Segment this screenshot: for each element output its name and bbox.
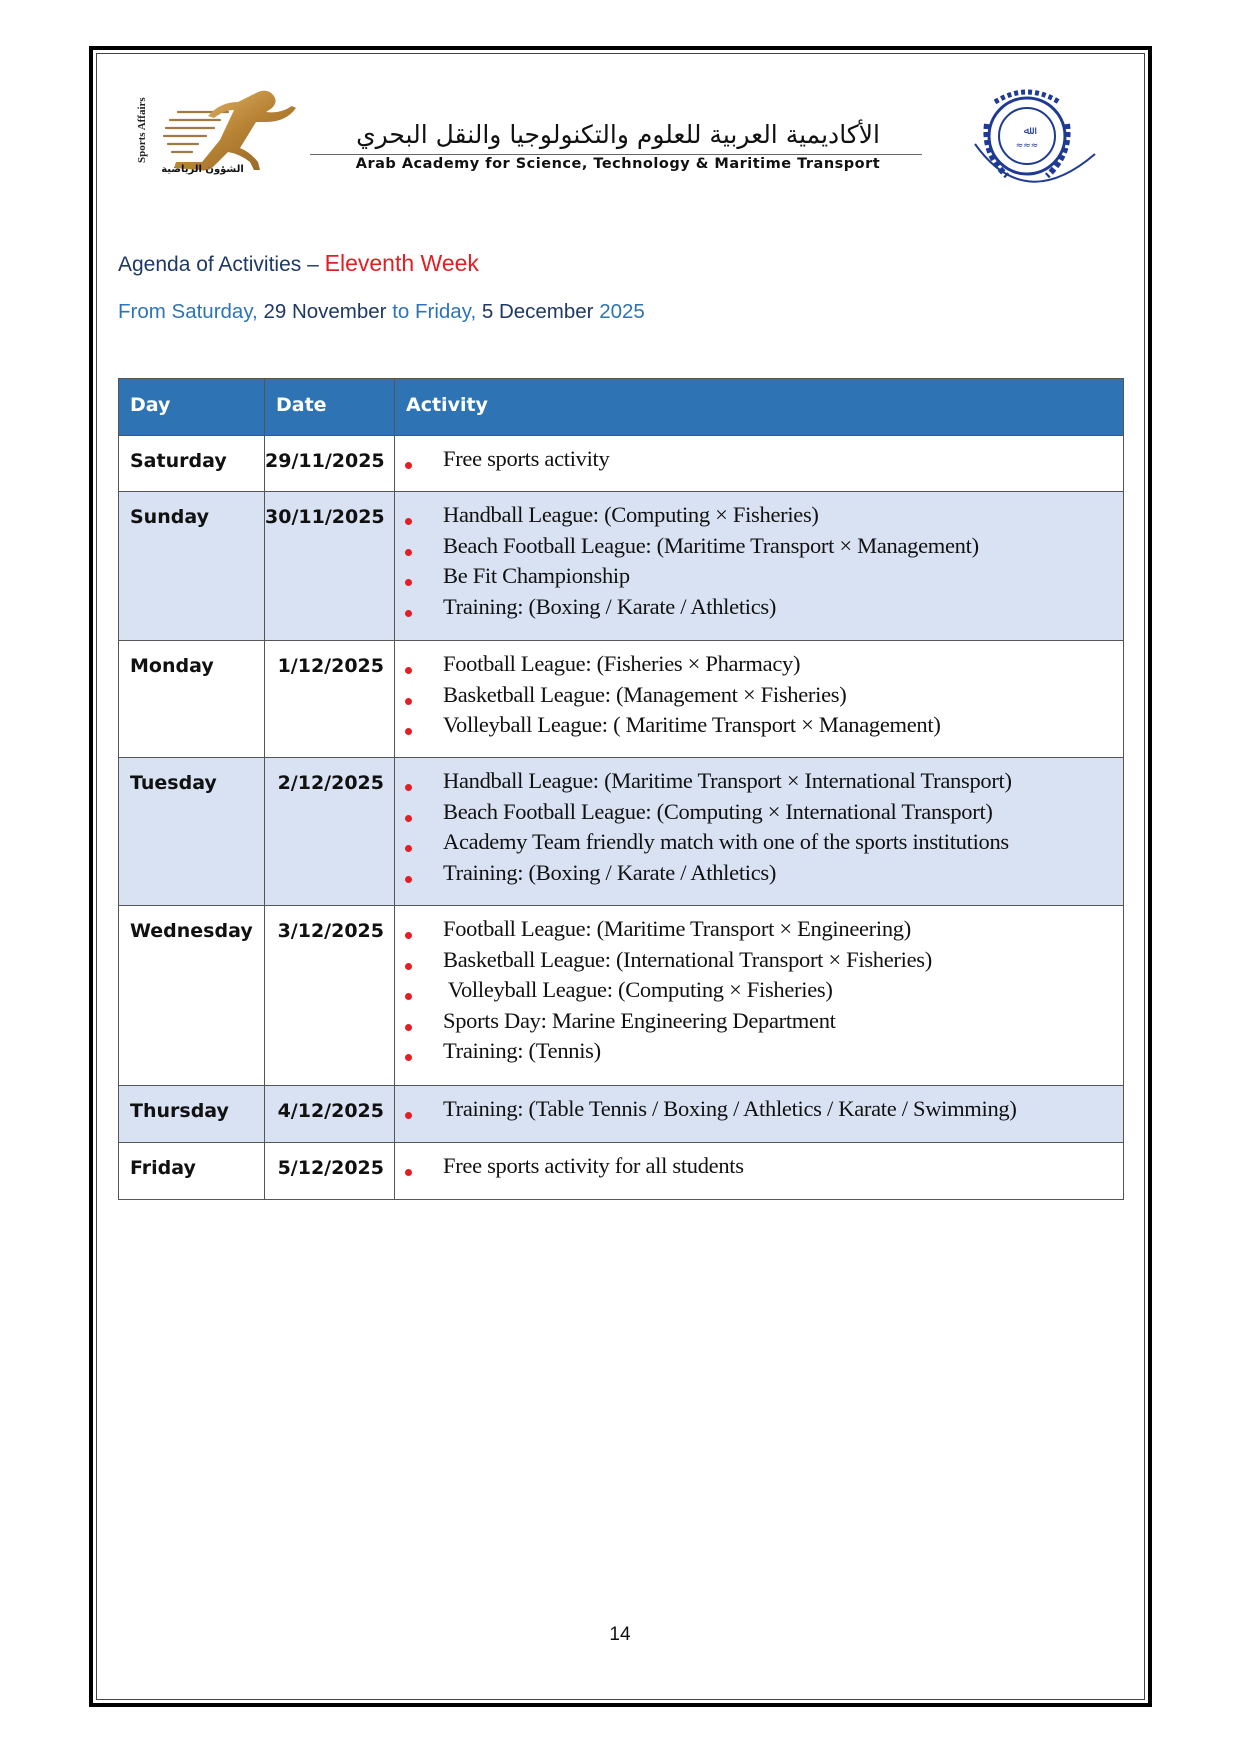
list-item: Volleyball League: ( Maritime Transport × Management) [395, 716, 1123, 747]
activity-cell [395, 1143, 1124, 1200]
day-cell: Sunday [119, 492, 265, 641]
list-item: Training: (Boxing / Karate / Athletics) [395, 598, 1123, 629]
sports-affairs-label: Sports Affairs [136, 97, 148, 163]
subtitle-to: to Friday, [386, 300, 482, 323]
bullet-icon [405, 1112, 412, 1119]
day-cell: Tuesday [119, 758, 265, 906]
list-item: Handball League: (Maritime Transport × International Transport) [395, 772, 1123, 803]
list-item: Football League: (Maritime Transport × Engineering) [395, 920, 1123, 951]
date-cell: 3/12/2025 [265, 906, 395, 1086]
date-cell: 2/12/2025 [265, 758, 395, 906]
table-row [119, 1143, 1124, 1200]
svg-text:ﷲ: ﷲ [1023, 124, 1031, 137]
activity-cell [395, 1086, 1124, 1143]
list-item: Beach Football League: (Maritime Transport × Management) [395, 537, 1123, 568]
sports-affairs-arabic: الشؤون الرياضية [161, 164, 244, 175]
subtitle-year: 2025 [593, 300, 645, 323]
subtitle-end-date: 5 December [481, 300, 594, 323]
bullet-icon [405, 993, 412, 1000]
title-week: Eleventh Week [324, 250, 479, 276]
date-range-subtitle [118, 300, 645, 324]
column-header-activity: Activity [395, 379, 1124, 436]
table-row [119, 1086, 1124, 1143]
academy-arabic-name: الأكاديمية العربية للعلوم والتكنولوجيا والنقل البحري [356, 120, 880, 149]
list-item: Football League: (Fisheries × Pharmacy) [395, 655, 1123, 686]
list-item: Beach Football League: (Computing × International Transport) [395, 803, 1123, 834]
column-header-date: Date [265, 379, 395, 436]
list-item: Training: (Tennis) [395, 1042, 1123, 1073]
subtitle-from: From Saturday, [118, 300, 264, 323]
bullet-icon [405, 815, 412, 822]
academy-divider [310, 154, 922, 155]
table-row [119, 758, 1124, 906]
activity-cell [395, 641, 1124, 758]
list-item: Volleyball League: (Computing × Fisheries) [395, 981, 1123, 1012]
title-prefix: Agenda of Activities – [118, 253, 325, 276]
bullet-icon [405, 667, 412, 674]
date-cell: 29/11/2025 [265, 436, 395, 492]
bullet-icon [405, 784, 412, 791]
day-cell: Wednesday [119, 906, 265, 1086]
list-item: Basketball League: (Management × Fisheries) [395, 686, 1123, 717]
list-item: Be Fit Championship [395, 567, 1123, 598]
svg-text:≈≈≈: ≈≈≈ [1015, 141, 1039, 151]
table-row [119, 492, 1124, 641]
table-row [119, 641, 1124, 758]
activity-cell [395, 436, 1124, 492]
list-item: Free sports activity for all students [395, 1157, 1123, 1188]
day-cell: Friday [119, 1143, 265, 1200]
bullet-icon [405, 1169, 412, 1176]
date-cell: 1/12/2025 [265, 641, 395, 758]
date-cell: 4/12/2025 [265, 1086, 395, 1143]
bullet-icon [405, 845, 412, 852]
bullet-icon [405, 462, 412, 469]
academy-seal-icon [935, 84, 1130, 199]
list-item: Handball League: (Computing × Fisheries) [395, 506, 1123, 537]
bullet-icon [405, 549, 412, 556]
bullet-icon [405, 932, 412, 939]
table-row [119, 436, 1124, 492]
bullet-icon [405, 518, 412, 525]
bullet-icon [405, 610, 412, 617]
page-title [118, 250, 479, 277]
date-cell: 30/11/2025 [265, 492, 395, 641]
day-cell: Thursday [119, 1086, 265, 1143]
page-number: 14 [609, 1624, 631, 1645]
bullet-icon [405, 876, 412, 883]
bullet-icon [405, 579, 412, 586]
bullet-icon [405, 1024, 412, 1031]
day-cell: Saturday [119, 436, 265, 492]
activity-cell [395, 492, 1124, 641]
activity-cell [395, 758, 1124, 906]
table-row [119, 906, 1124, 1086]
bullet-icon [405, 728, 412, 735]
bullet-icon [405, 1054, 412, 1061]
date-cell: 5/12/2025 [265, 1143, 395, 1200]
list-item: Training: (Boxing / Karate / Athletics) [395, 864, 1123, 895]
list-item: Academy Team friendly match with one of the sports institutions [395, 833, 1123, 864]
list-item: Sports Day: Marine Engineering Department [395, 1012, 1123, 1043]
bullet-icon [405, 698, 412, 705]
academy-english-name: Arab Academy for Science, Technology & Maritime Transport [355, 156, 881, 172]
activity-cell [395, 906, 1124, 1086]
subtitle-start-date: 29 November [263, 300, 387, 323]
list-item: Training: (Table Tennis / Boxing / Athletics / Karate / Swimming) [395, 1100, 1123, 1131]
list-item: Basketball League: (International Transport × Fisheries) [395, 951, 1123, 982]
day-cell: Monday [119, 641, 265, 758]
bullet-icon [405, 963, 412, 970]
agenda-table [118, 378, 1124, 1200]
list-item: Free sports activity [395, 450, 1123, 481]
column-header-day: Day [119, 379, 265, 436]
table-header-row [119, 379, 1124, 436]
